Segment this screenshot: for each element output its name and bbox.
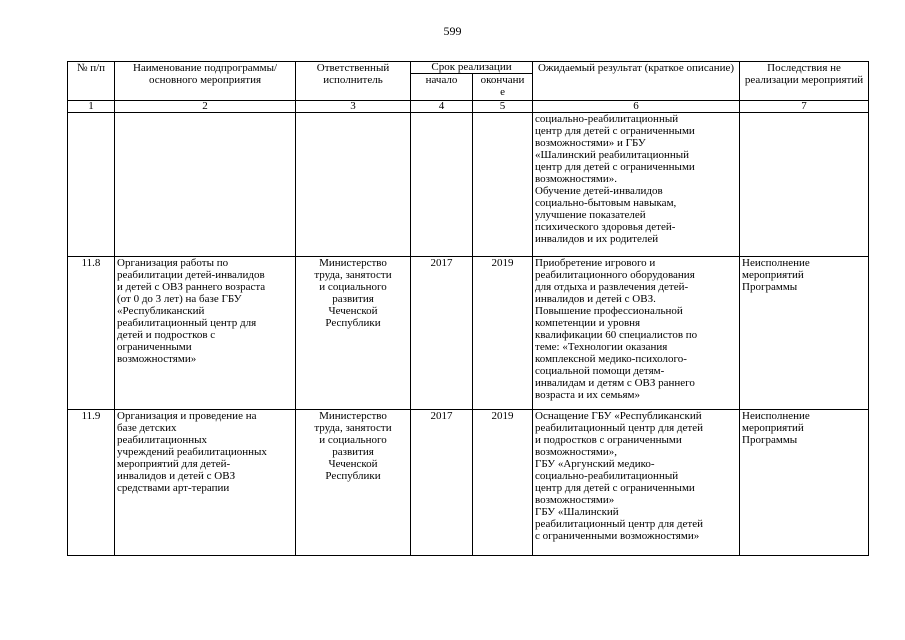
cell-line: социально-реабилитационный	[535, 470, 679, 482]
start-year: 2017	[411, 257, 473, 410]
cell-line: Программы	[742, 434, 798, 446]
column-number: 3	[296, 101, 411, 113]
cell-line: социально-реабилитационный	[535, 113, 679, 125]
cell-line: социально-бытовым навыкам,	[535, 197, 677, 209]
expected-result	[533, 257, 740, 410]
cell-line: с ограниченными возможностями»	[535, 530, 700, 542]
cell-line: Повышение профессиональной	[535, 305, 683, 317]
page-number: 599	[443, 24, 462, 38]
cell-line: учреждений реабилитационных	[117, 446, 267, 458]
cell-line: центр для детей с ограниченными	[535, 161, 695, 173]
cell-line: ГБУ «Аргунский медико-	[535, 458, 655, 470]
cell-line: базе детских	[117, 422, 177, 434]
cell-line: развития	[332, 293, 374, 305]
header-period: Срок реализации	[411, 62, 533, 74]
consequence	[740, 113, 869, 257]
cell-line: комплексной медико-психолого-	[535, 353, 687, 365]
cell-line: Министерство	[319, 257, 387, 269]
cell-line: компетенции и уровня	[535, 317, 641, 329]
cell-line: инвалидов и детей с ОВЗ	[117, 470, 236, 482]
column-number: 6	[533, 101, 740, 113]
cell-line: и подростков с ограниченными	[535, 434, 682, 446]
cell-line: центр для детей с ограниченными	[535, 482, 695, 494]
cell-line: улучшение показателей	[535, 209, 646, 221]
table-row	[68, 113, 869, 257]
program-activities-table	[67, 61, 869, 556]
cell-line: возможностями»	[117, 353, 197, 365]
cell-line: квалификации 60 специалистов по	[535, 329, 698, 341]
cell-line: Чеченской	[328, 305, 378, 317]
cell-line: Чеченской	[328, 458, 378, 470]
start-year	[411, 113, 473, 257]
header-end-line2: е	[500, 86, 505, 98]
expected-result	[533, 113, 740, 257]
cell-line: и социального	[319, 434, 387, 446]
cell-line: возраста и их семьям»	[535, 389, 640, 401]
column-number: 5	[473, 101, 533, 113]
cell-line: мероприятий	[742, 269, 804, 281]
cell-line: труда, занятости	[314, 269, 392, 281]
cell-line: труда, занятости	[314, 422, 392, 434]
column-number: 1	[68, 101, 115, 113]
cell-line: Республики	[325, 470, 381, 482]
cell-line: и детей с ОВЗ раннего возраста	[117, 281, 266, 293]
start-year: 2017	[411, 410, 473, 556]
header-result: Ожидаемый результат (краткое описание)	[533, 62, 740, 101]
end-year: 2019	[473, 257, 533, 410]
cell-line: психического здоровья детей-	[535, 221, 676, 233]
cell-line: Организация и проведение на	[117, 410, 257, 422]
header-name: Наименование подпрограммы/ основного мероприятия	[115, 62, 296, 101]
activity-name	[115, 410, 296, 556]
cell-line: реабилитационный центр для детей	[535, 422, 703, 434]
cell-line: «Шалинский реабилитационный	[535, 149, 690, 161]
end-year: 2019	[473, 410, 533, 556]
end-year	[473, 113, 533, 257]
consequence	[740, 257, 869, 410]
header-end-line1: окончани	[480, 74, 525, 86]
cell-line: инвалидов и детей с ОВЗ.	[535, 293, 656, 305]
cell-line: детей и подростков с	[117, 329, 216, 341]
cell-line: реабилитационный центр для детей	[535, 518, 703, 530]
cell-line: Министерство	[319, 410, 387, 422]
header-start: начало	[411, 74, 473, 101]
expected-result	[533, 410, 740, 556]
cell-line: Организация работы по	[117, 257, 229, 269]
table-header-row	[68, 62, 869, 74]
row-number: 11.9	[68, 410, 115, 556]
row-number	[68, 113, 115, 257]
cell-line: центр для детей с ограниченными	[535, 125, 695, 137]
cell-line: реабилитационных	[117, 434, 208, 446]
cell-line: теме: «Технологии оказания	[535, 341, 668, 353]
column-numbers-row	[68, 101, 869, 113]
cell-line: возможностями» и ГБУ	[535, 137, 646, 149]
cell-line: Программы	[742, 281, 798, 293]
header-consequence: Последствия не реализации мероприятий	[740, 62, 869, 101]
cell-line: инвалидам и детям с ОВЗ раннего	[535, 377, 695, 389]
cell-line: ограниченными	[117, 341, 192, 353]
cell-line: возможностями»,	[535, 446, 617, 458]
cell-line: Обучение детей-инвалидов	[535, 185, 663, 197]
cell-line: Неисполнение	[742, 257, 810, 269]
cell-line: реабилитации детей-инвалидов	[117, 269, 265, 281]
cell-line: возможностями».	[535, 173, 617, 185]
row-number: 11.8	[68, 257, 115, 410]
header-end	[473, 74, 533, 101]
cell-line: Оснащение ГБУ «Республиканский	[535, 410, 702, 422]
activity-name	[115, 257, 296, 410]
responsible-executor	[296, 113, 411, 257]
cell-line: мероприятий для детей-	[117, 458, 231, 470]
cell-line: Республики	[325, 317, 381, 329]
cell-line: (от 0 до 3 лет) на базе ГБУ	[117, 293, 242, 305]
cell-line: «Республиканский	[117, 305, 205, 317]
cell-line: и социального	[319, 281, 387, 293]
responsible-executor	[296, 410, 411, 556]
header-number: № п/п	[68, 62, 115, 101]
cell-line: средствами арт-терапии	[117, 482, 230, 494]
cell-line: ГБУ «Шалинский	[535, 506, 619, 518]
cell-line: реабилитационный центр для	[117, 317, 257, 329]
cell-line: инвалидов и их родителей	[535, 233, 659, 245]
header-executor: Ответственный исполнитель	[296, 62, 411, 101]
cell-line: развития	[332, 446, 374, 458]
cell-line: социальной помощи детям-	[535, 365, 665, 377]
cell-line: Неисполнение	[742, 410, 810, 422]
cell-line: Приобретение игрового и	[535, 257, 656, 269]
cell-line: возможностями»	[535, 494, 615, 506]
consequence	[740, 410, 869, 556]
column-number: 7	[740, 101, 869, 113]
cell-line: для отдыха и развлечения детей-	[535, 281, 689, 293]
cell-line: реабилитационного оборудования	[535, 269, 695, 281]
activity-name	[115, 113, 296, 257]
column-number: 2	[115, 101, 296, 113]
responsible-executor	[296, 257, 411, 410]
table-row	[68, 257, 869, 410]
table-row	[68, 410, 869, 556]
cell-line: мероприятий	[742, 422, 804, 434]
column-number: 4	[411, 101, 473, 113]
